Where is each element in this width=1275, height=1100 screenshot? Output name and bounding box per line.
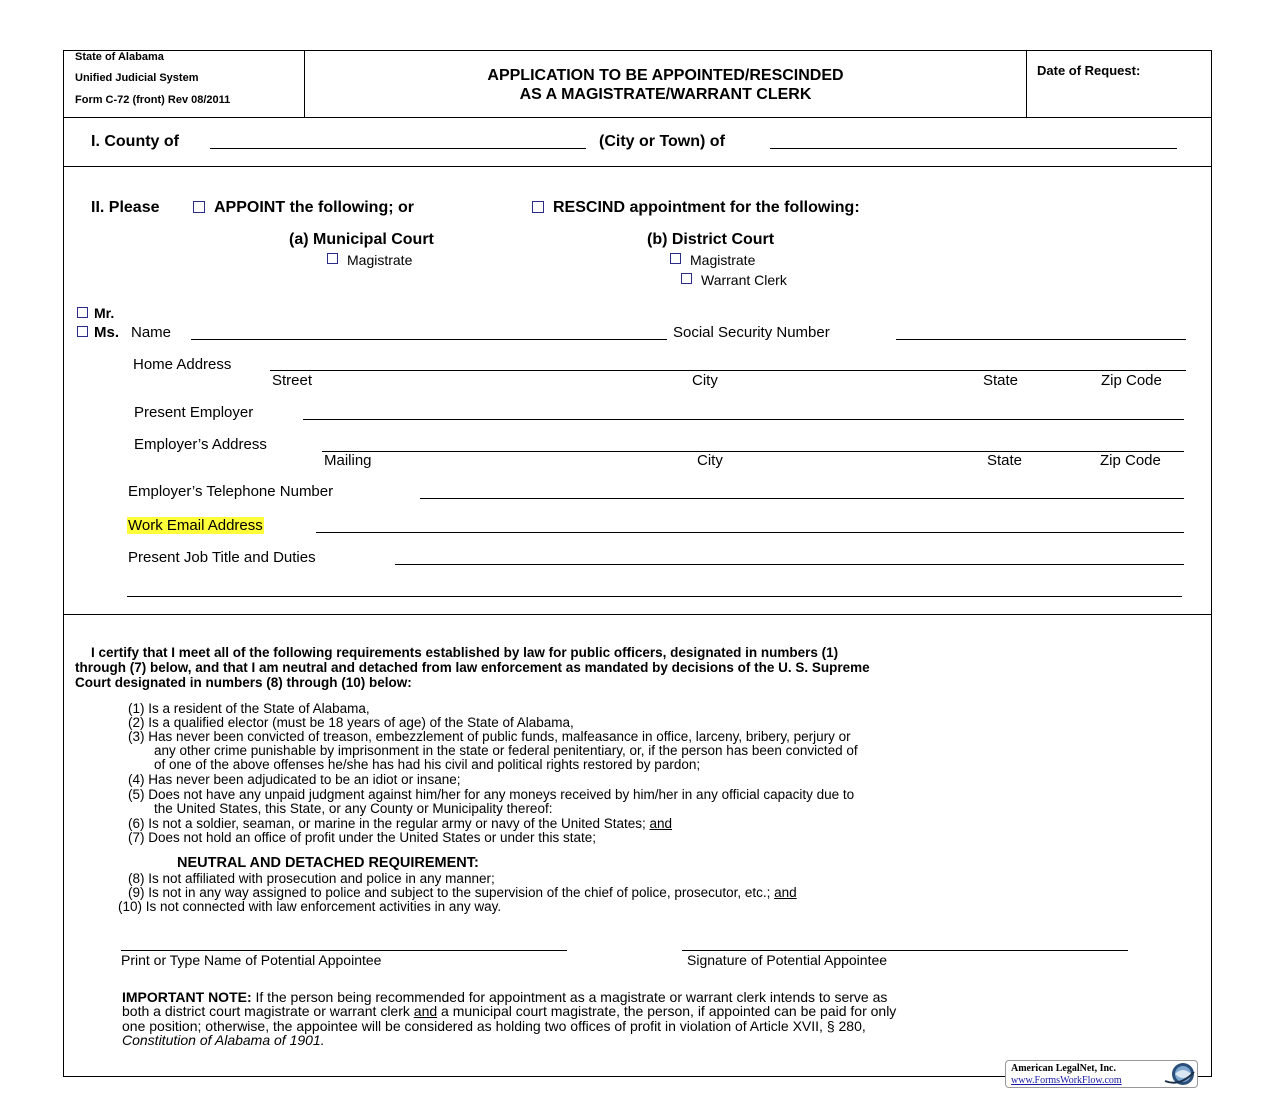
ssn-field[interactable] [896, 339, 1186, 340]
req-1: (1) Is a resident of the State of Alabama, [128, 701, 370, 716]
city-town-field[interactable] [770, 148, 1177, 149]
home-state-caption: State [983, 372, 1019, 389]
print-name-field[interactable] [121, 950, 567, 951]
req-3-line1: (3) Has never been convicted of treason, embezzlement of public funds, malfeasance in office, larceny, bribery, perjury or [128, 729, 851, 744]
cert-intro-line3: Court designated in numbers (8) through (10) below: [75, 675, 412, 690]
home-zip-caption: Zip Code [1101, 372, 1162, 389]
date-of-request-field[interactable] [1030, 80, 1206, 112]
job-duties-field-line2[interactable] [127, 596, 1182, 597]
present-employer-field[interactable] [303, 419, 1184, 420]
employer-phone-field[interactable] [420, 498, 1184, 499]
employer-zip-caption: Zip Code [1100, 452, 1161, 469]
ms-label: Ms. [94, 324, 120, 341]
note-line2-and: and [413, 1003, 438, 1019]
section1-divider [63, 166, 1212, 167]
rescind-checkbox[interactable] [532, 201, 544, 213]
district-magistrate-checkbox[interactable] [670, 253, 681, 264]
form-id-label: Form C-72 (front) Rev 08/2011 [75, 94, 231, 106]
district-warrant-clerk-checkbox[interactable] [681, 273, 692, 284]
municipal-magistrate-label: Magistrate [347, 252, 413, 268]
mr-label: Mr. [94, 305, 115, 321]
mr-checkbox[interactable] [77, 307, 88, 318]
form-title-line1: APPLICATION TO BE APPOINTED/RESCINDED [487, 67, 844, 84]
home-city-caption: City [692, 372, 718, 389]
req-4: (4) Has never been adjudicated to be an idiot or insane; [128, 772, 461, 787]
job-title-field[interactable] [395, 564, 1184, 565]
req-2: (2) Is a qualified elector (must be 18 years of age) of the State of Alabama, [128, 715, 574, 730]
cert-intro-line2: through (7) below, and that I am neutral and detached from law enforcement as mandated by decisions of the U. S. Supreme [75, 660, 870, 675]
city-town-label: (City or Town) of [599, 133, 725, 150]
district-court-label: (b) District Court [647, 231, 775, 248]
req-3-line3: of one of the above offenses he/she has had his civil and political rights restored by pardon; [154, 757, 701, 772]
date-of-request-label: Date of Request: [1037, 63, 1141, 78]
cert-intro-line1: I certify that I meet all of the following requirements established by law for public officers, designated in numbers (1) [91, 645, 839, 660]
employer-mailing-caption: Mailing [324, 452, 372, 469]
note-line4: Constitution of Alabama of 1901. [122, 1032, 325, 1048]
req-5-line2: the United States, this State, or any County or Municipality thereof: [154, 801, 553, 816]
note-line2-b: a municipal court magistrate, the person, if appointed can be paid for only [441, 1003, 897, 1019]
rescind-label: RESCIND appointment for the following: [553, 199, 860, 216]
ms-checkbox[interactable] [77, 326, 88, 337]
note-line3: one position; otherwise, the appointee will be considered as holding two offices of profit in violation of Article XVII, § 280, [122, 1018, 866, 1034]
present-employer-label: Present Employer [134, 404, 254, 421]
employer-city-caption: City [697, 452, 723, 469]
ssn-label: Social Security Number [673, 324, 830, 341]
req-9-and: and [774, 885, 797, 900]
req-9-text: (9) Is not in any way assigned to police and subject to the supervision of the chief of police, prosecutor, etc.; [128, 885, 771, 900]
req-9 [128, 885, 797, 900]
form-title-line2: AS A MAGISTRATE/WARRANT CLERK [519, 86, 812, 103]
county-label: I. County of [91, 133, 179, 150]
req-7: (7) Does not hold an office of profit under the United States or under this state; [128, 830, 597, 845]
home-street-caption: Street [272, 372, 313, 389]
req-6-and: and [649, 816, 673, 831]
req-10: (10) Is not connected with law enforcement activities in any way. [118, 899, 502, 914]
req-6 [128, 816, 672, 831]
signature-field[interactable] [682, 950, 1128, 951]
municipal-magistrate-checkbox[interactable] [327, 253, 338, 264]
print-name-label: Print or Type Name of Potential Appointee [121, 952, 382, 968]
home-address-field[interactable] [270, 370, 1186, 371]
state-label: State of Alabama [75, 51, 164, 63]
name-field[interactable] [191, 339, 667, 340]
employer-address-label: Employer’s Address [134, 436, 267, 453]
municipal-court-label: (a) Municipal Court [289, 231, 434, 248]
employer-address-field[interactable] [322, 451, 1184, 452]
employer-phone-label: Employer’s Telephone Number [128, 483, 334, 500]
home-address-label: Home Address [133, 356, 232, 373]
header-vline-right [1026, 50, 1027, 117]
work-email-field[interactable] [316, 532, 1184, 533]
note-line2 [122, 1003, 896, 1019]
note-line2-a: both a district court magistrate or warrant clerk [122, 1003, 410, 1019]
appoint-checkbox[interactable] [193, 201, 205, 213]
globe-icon [1163, 1061, 1197, 1087]
req-5-line1: (5) Does not have any unpaid judgment against him/her for any moneys received by him/her in any official capacity due to [128, 787, 855, 802]
section2-divider [63, 614, 1212, 615]
district-warrant-clerk-label: Warrant Clerk [701, 272, 787, 288]
req-8: (8) Is not affiliated with prosecution and police in any manner; [128, 871, 495, 886]
district-magistrate-label: Magistrate [690, 252, 756, 268]
footer-company: American LegalNet, Inc. [1011, 1063, 1116, 1074]
req-3-line2: any other crime punishable by imprisonment in the state or federal penitentiary, or, if the person has been convicted of [154, 743, 858, 758]
footer-website[interactable]: www.FormsWorkFlow.com [1011, 1075, 1122, 1086]
job-title-label: Present Job Title and Duties [128, 549, 316, 566]
work-email-label: Work Email Address [128, 517, 263, 534]
req-6-text: (6) Is not a soldier, seaman, or marine in the regular army or navy of the United States; [128, 816, 646, 831]
appoint-label: APPOINT the following; or [214, 199, 414, 216]
please-label: II. Please [91, 199, 160, 216]
county-field[interactable] [210, 148, 586, 149]
note-heading: IMPORTANT NOTE: [122, 989, 252, 1005]
name-label: Name [131, 324, 172, 341]
header-divider [63, 117, 1212, 118]
note-line1-text: If the person being recommended for appointment as a magistrate or warrant clerk intends to serve as [255, 989, 888, 1005]
signature-label: Signature of Potential Appointee [687, 952, 888, 968]
neutral-heading: NEUTRAL AND DETACHED REQUIREMENT: [177, 855, 479, 871]
employer-state-caption: State [987, 452, 1023, 469]
system-label: Unified Judicial System [75, 72, 199, 84]
